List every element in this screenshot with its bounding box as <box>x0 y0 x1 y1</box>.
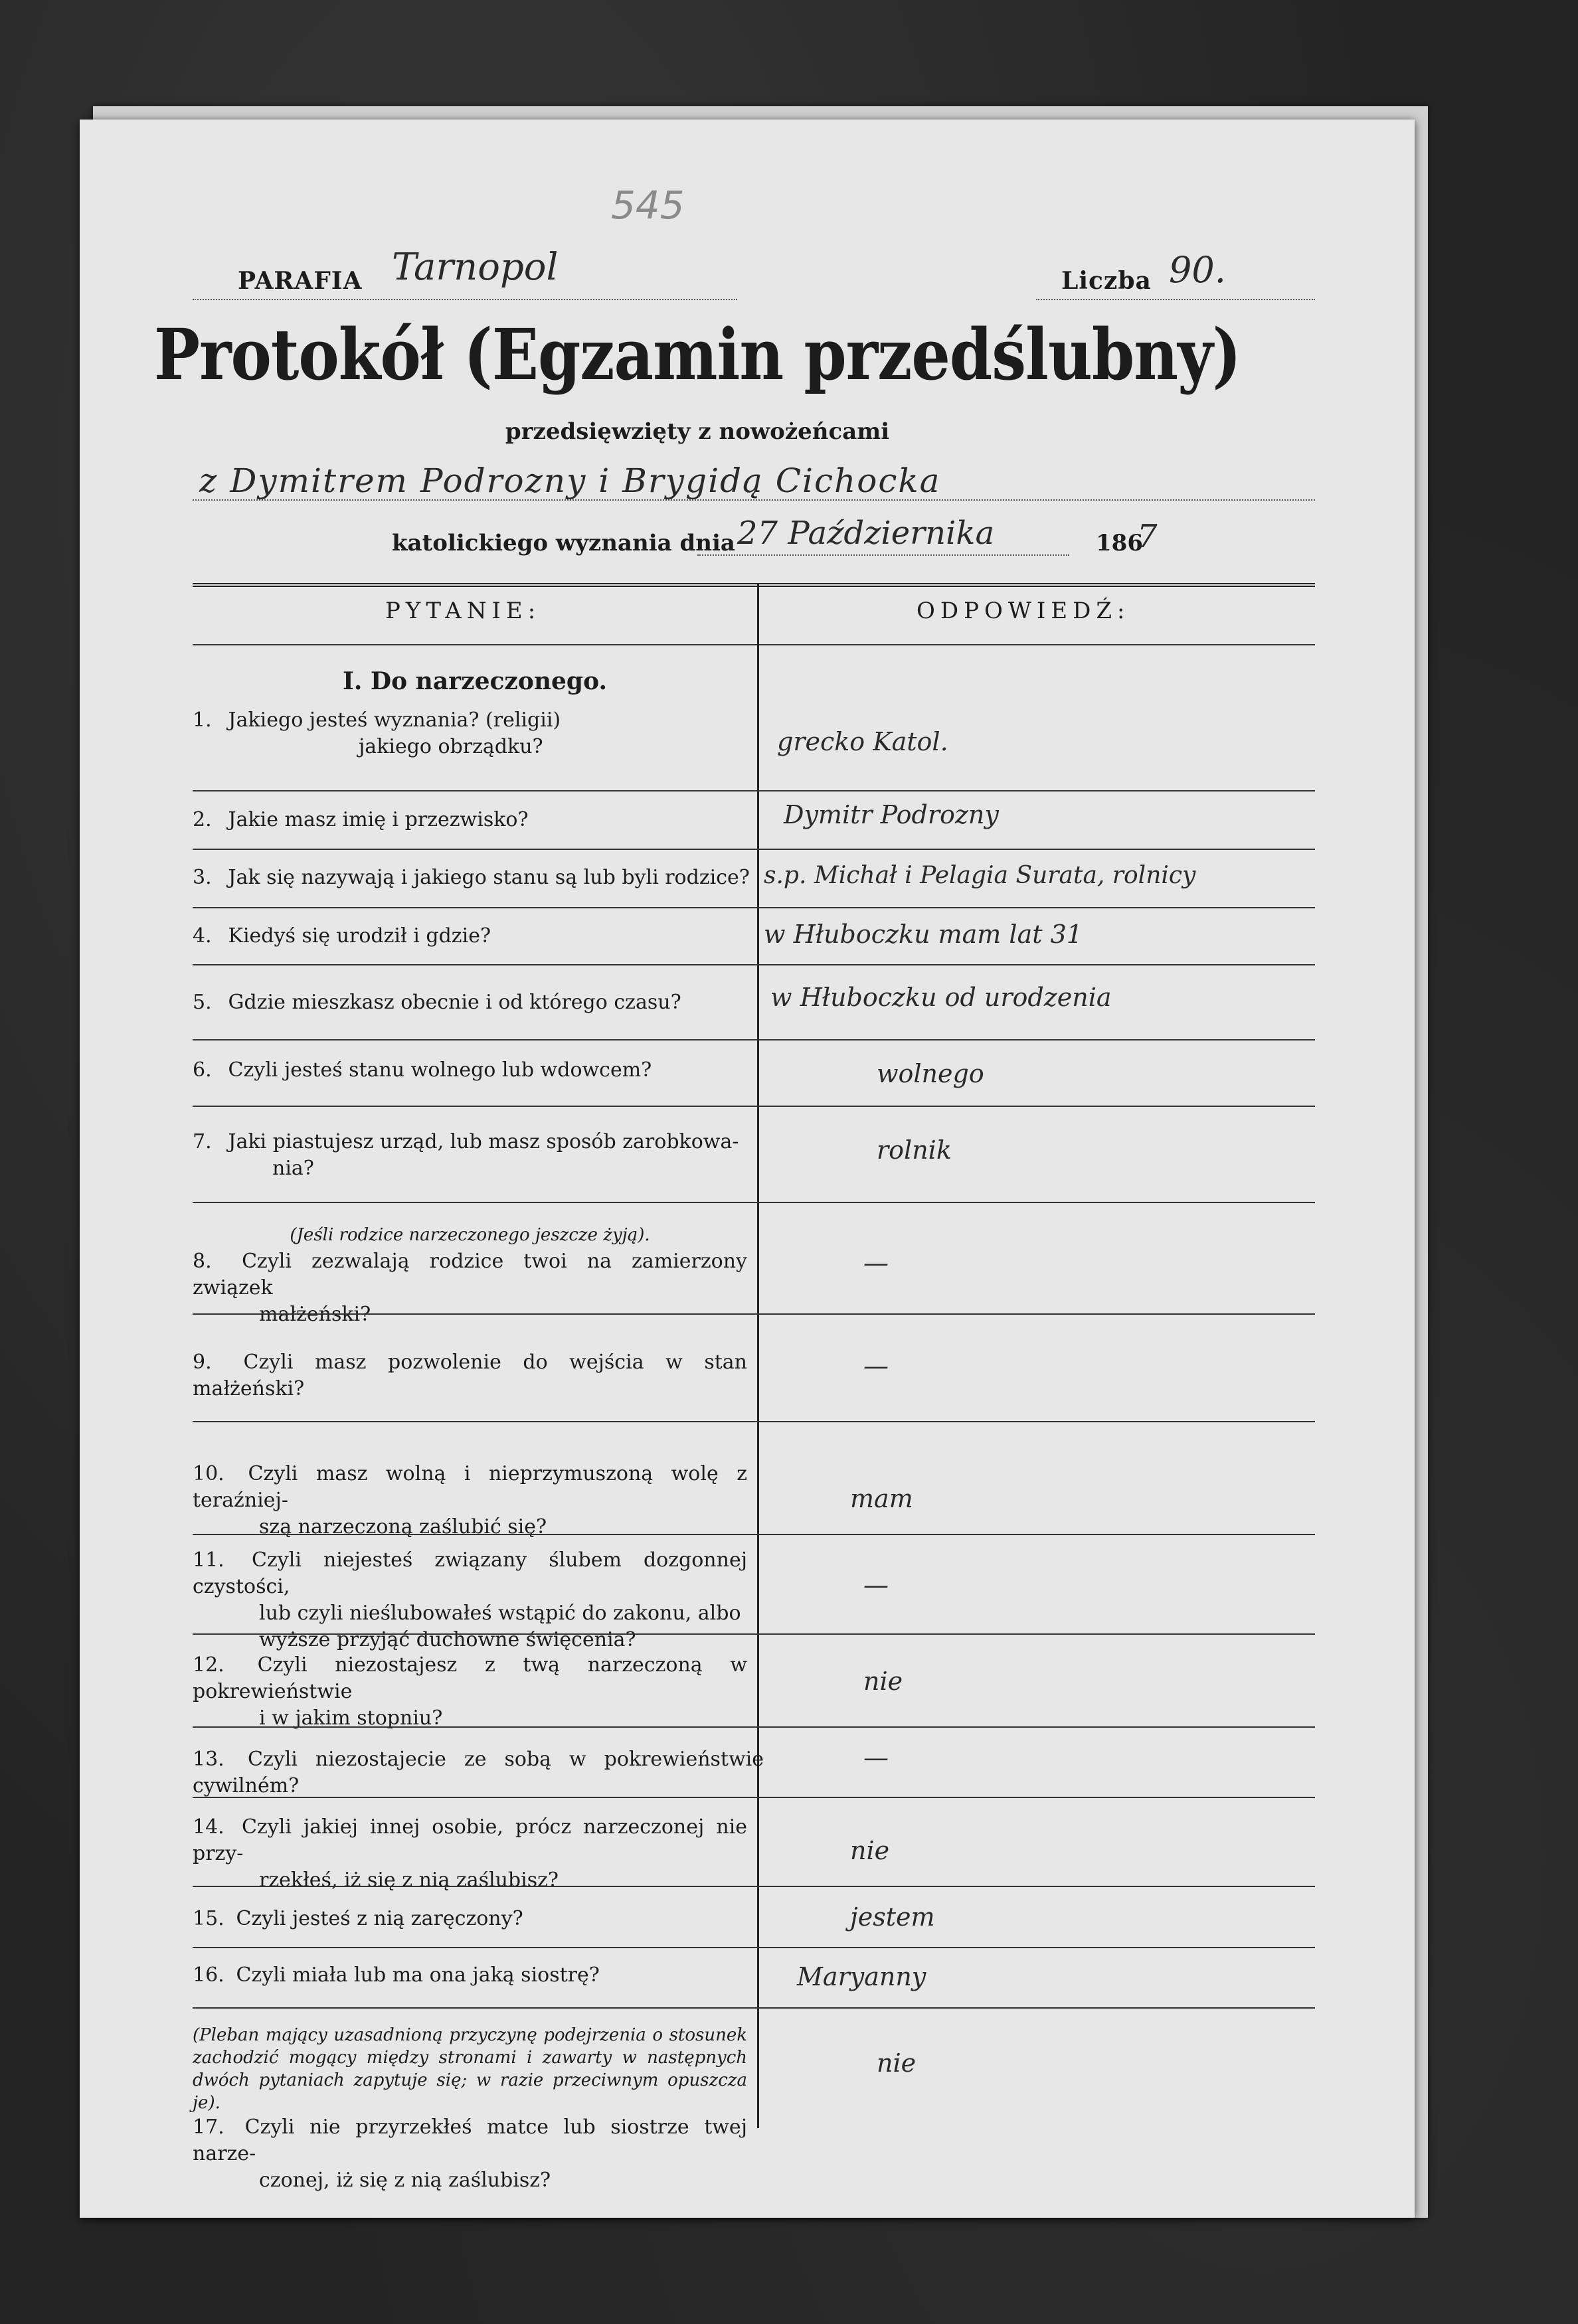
answer-1: grecko Katol. <box>777 727 948 756</box>
question-10: 10. Czyli masz wolną i nieprzymuszoną wolę z teraźniej- szą narzeczoną zaślubić się? <box>193 1462 747 1538</box>
answer-3: s.p. Michał i Pelagia Surata, rolnicy <box>764 862 1196 889</box>
answer-2: Dymitr Podrozny <box>784 800 999 829</box>
archive-number: 545 <box>611 183 685 228</box>
page-subtitle: przedsięwzięty z nowożeńcami <box>505 418 890 445</box>
row-rule <box>193 1534 1315 1535</box>
question-11: 11. Czyli niejesteś związany ślubem dozgonnej czystości, lub czyli nieślubowałeś wstąpić do zakonu, albo wyższe przyjąć duchowne święcenia? <box>193 1548 748 1651</box>
row-rule <box>193 1039 1315 1040</box>
row-rule <box>193 1726 1315 1728</box>
row-rule <box>193 907 1315 908</box>
year-prefix: 186 <box>1096 530 1143 556</box>
question-8: (Jeśli rodzice narzeczonego jeszcze żyją). 8. Czyli zezwalają rodzice twoi na zamierzony związek małżeński? <box>193 1225 747 1326</box>
answer-7: rolnik <box>877 1135 952 1165</box>
answer-10: mam <box>850 1484 913 1513</box>
row-rule <box>193 964 1315 965</box>
row-rule <box>193 1313 1315 1315</box>
column-header-rule <box>193 644 1315 645</box>
row-rule <box>193 1886 1315 1887</box>
document-page <box>80 120 1415 2218</box>
answer-9: — <box>863 1351 889 1380</box>
question-7: 7. Jaki piastujesz urząd, lub masz sposób zarobkowa- nia? <box>193 1130 739 1180</box>
question-16: 16. Czyli miała lub ma ona jaką siostrę? <box>193 1963 600 1987</box>
number-value: 90. <box>1169 249 1226 291</box>
row-rule <box>193 1797 1315 1798</box>
answer-4: w Hłuboczku mam lat 31 <box>764 920 1083 949</box>
question-5: 5. Gdzie mieszkasz obecnie i od którego czasu? <box>193 991 681 1014</box>
question-15: 15. Czyli jesteś z nią zaręczony? <box>193 1907 523 1930</box>
answer-12: nie <box>863 1667 903 1696</box>
column-header-answer: ODPOWIEDŹ: <box>917 598 1130 624</box>
question-3: 3. Jak się nazywają i jakiego stanu są lub byli rodzice? <box>193 866 750 889</box>
header-rule <box>193 583 1315 587</box>
row-rule <box>193 1106 1315 1107</box>
question-14: 14. Czyli jakiej innej osobie, prócz narzeczonej nie przy- rzekłeś, iż się z nią zaślubisz? <box>193 1815 747 1892</box>
parish-dotline <box>193 299 737 300</box>
question-6: 6. Czyli jesteś stanu wolnego lub wdowcem? <box>193 1058 652 1082</box>
date-value: 27 Października <box>737 515 995 552</box>
question-12: 12. Czyli niezostajesz z twą narzeczoną w pokrewieństwie i w jakim stopniu? <box>193 1653 747 1730</box>
question-2: 2. Jakie masz imię i przezwisko? <box>193 808 529 831</box>
confession-label: katolickiego wyznania dnia <box>392 530 735 556</box>
column-divider <box>757 584 759 2128</box>
number-dotline <box>1036 299 1315 300</box>
question-4: 4. Kiedyś się urodził i gdzie? <box>193 924 491 948</box>
question-17: (Pleban mający uzasadnioną przyczynę podejrzenia o stosunek zachodzić mogący między stronami i zawarty w następnych dwóch pytaniach zapytuje się; w razie przeciwnym opuszcza je). 17. Czyli nie przyrzekłeś matce lub siostrze twej narze- czonej, iż się z nią zaślubisz? <box>193 2025 747 2192</box>
parish-label: PARAFIA <box>238 267 363 295</box>
answer-16: Maryanny <box>797 1962 926 1991</box>
answer-15: jestem <box>850 1902 935 1932</box>
answer-5: w Hłuboczku od urodzenia <box>770 983 1112 1012</box>
row-rule <box>193 2007 1315 2009</box>
question-13: 13. Czyli niezostajecie ze sobą w pokrewieństwie cywilném? <box>193 1748 764 1797</box>
answer-14: nie <box>850 1836 890 1865</box>
parish-value: Tarnopol <box>392 246 559 289</box>
question-1: 1. Jakiego jesteś wyznania? (religii) jakiego obrządku? <box>193 708 561 758</box>
column-header-question: PYTANIE: <box>385 598 541 624</box>
year-suffix: 7 <box>1137 518 1158 555</box>
answer-8: — <box>863 1248 889 1278</box>
date-dotline <box>697 554 1069 556</box>
row-rule <box>193 1202 1315 1203</box>
page-title: Protokół (Egzamin przedślubny) <box>153 313 1241 396</box>
question-9: 9. Czyli masz pozwolenie do wejścia w stan małżeński? <box>193 1351 747 1400</box>
answer-17: nie <box>877 2048 917 2078</box>
row-rule <box>193 849 1315 850</box>
row-rule <box>193 1947 1315 1948</box>
couple-dotline <box>193 499 1315 501</box>
row-rule <box>193 1633 1315 1635</box>
answer-6: wolnego <box>877 1059 984 1088</box>
row-rule <box>193 1421 1315 1422</box>
couple-line: z Dymitrem Podrozny i Brygidą Cichocka <box>199 461 941 500</box>
answer-13: — <box>863 1743 889 1772</box>
row-rule <box>193 790 1315 791</box>
number-label: Liczba <box>1061 267 1152 295</box>
section-title: I. Do narzeczonego. <box>342 667 608 695</box>
answer-11: — <box>863 1570 889 1600</box>
